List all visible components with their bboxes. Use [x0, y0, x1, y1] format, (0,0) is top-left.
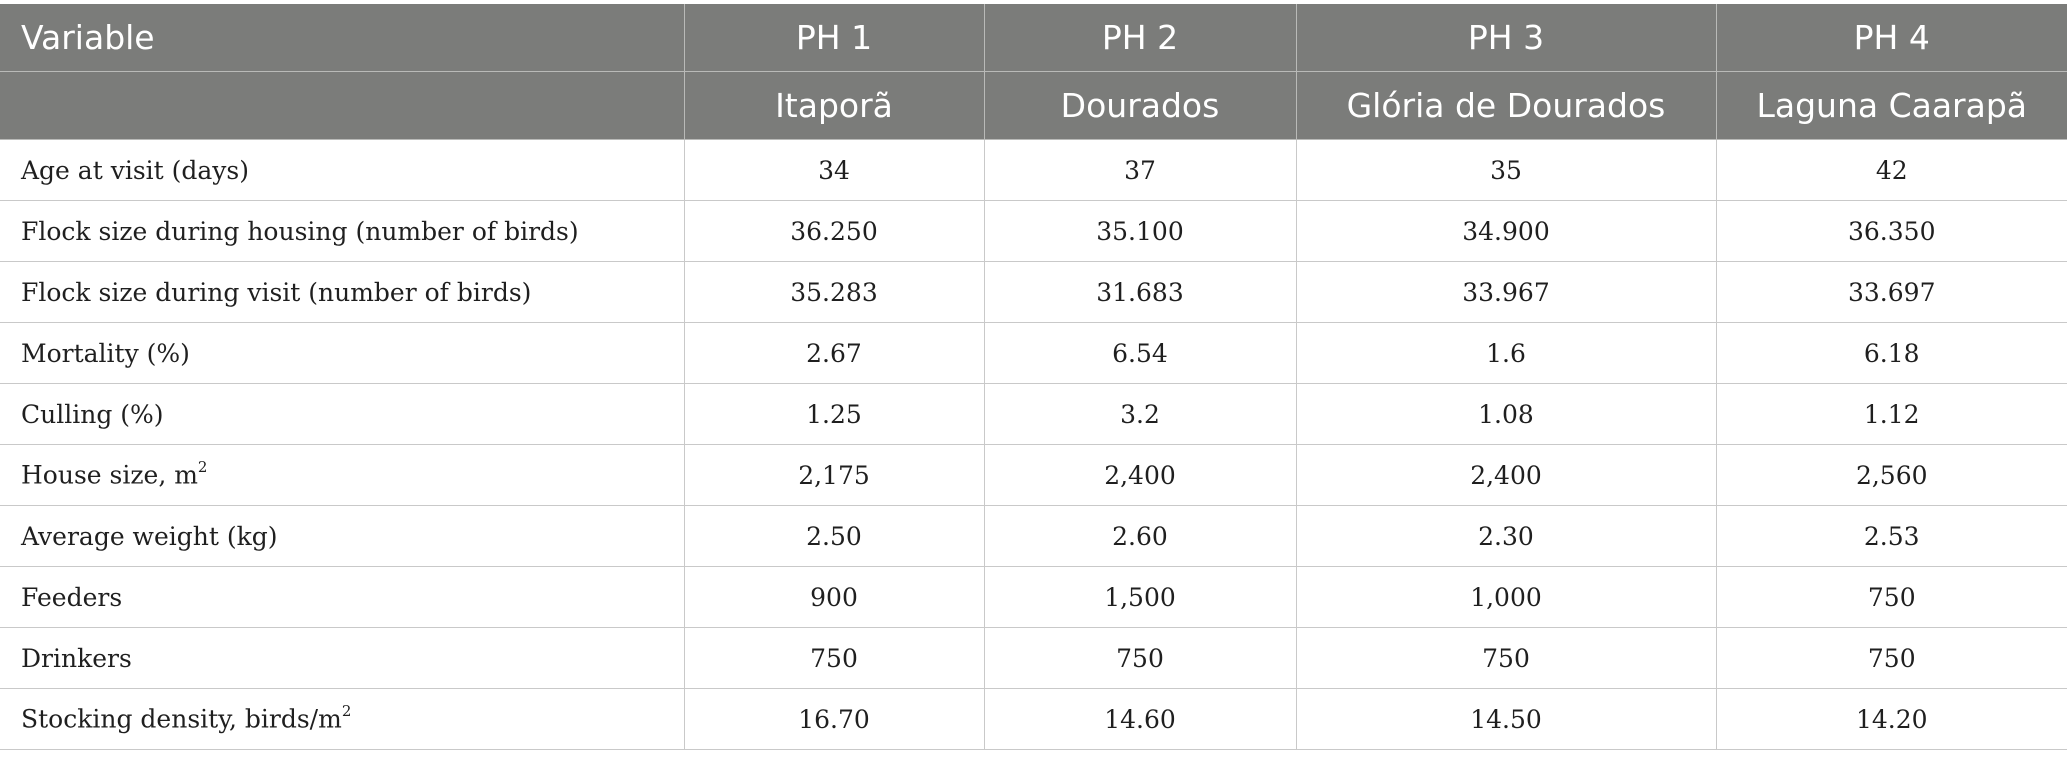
cell-ph4: 36.350: [1716, 201, 2067, 262]
cell-ph4: 750: [1716, 628, 2067, 689]
superscript: 2: [341, 702, 352, 721]
header-ph4: PH 4: [1716, 4, 2067, 72]
cell-ph1: 2,175: [684, 445, 984, 506]
table-row: [0, 201, 2067, 262]
row-label: Stocking density, birds/$m^2$: [0, 689, 684, 750]
header-ph1: PH 1: [684, 4, 984, 72]
cell-ph3: 1.08: [1296, 384, 1716, 445]
header-ph3: PH 3: [1296, 4, 1716, 72]
header-location-ph1: Itaporã: [684, 72, 984, 140]
cell-ph1: 35.283: [684, 262, 984, 323]
row-label: Flock size during housing (number of birds): [0, 201, 684, 262]
cell-ph2: 14.60: [984, 689, 1296, 750]
cell-ph4: 2.53: [1716, 506, 2067, 567]
header-blank: [0, 72, 684, 140]
row-label: Feeders: [0, 567, 684, 628]
row-label: Average weight (kg): [0, 506, 684, 567]
cell-ph1: 16.70: [684, 689, 984, 750]
cell-ph3: 2,400: [1296, 445, 1716, 506]
cell-ph1: 1.25: [684, 384, 984, 445]
table-container: [0, 4, 2067, 750]
table-row: [0, 323, 2067, 384]
table-row: [0, 567, 2067, 628]
cell-ph2: 37: [984, 140, 1296, 201]
row-label: Flock size during visit (number of birds): [0, 262, 684, 323]
cell-ph4: 14.20: [1716, 689, 2067, 750]
cell-ph4: 1.12: [1716, 384, 2067, 445]
table-row: [0, 628, 2067, 689]
cell-ph4: 6.18: [1716, 323, 2067, 384]
cell-ph3: 14.50: [1296, 689, 1716, 750]
cell-ph1: 2.50: [684, 506, 984, 567]
row-label: Culling (%): [0, 384, 684, 445]
cell-ph3: 1,000: [1296, 567, 1716, 628]
cell-ph3: 34.900: [1296, 201, 1716, 262]
cell-ph1: 750: [684, 628, 984, 689]
cell-ph4: 750: [1716, 567, 2067, 628]
superscript: 2: [197, 458, 208, 477]
cell-ph1: 34: [684, 140, 984, 201]
cell-ph2: 1,500: [984, 567, 1296, 628]
header-variable: Variable: [0, 4, 684, 72]
header-row-2: [0, 72, 2067, 140]
table-row: [0, 445, 2067, 506]
cell-ph3: 35: [1296, 140, 1716, 201]
cell-ph2: 2,400: [984, 445, 1296, 506]
cell-ph2: 2.60: [984, 506, 1296, 567]
row-label: House size, $m^2$: [0, 445, 684, 506]
header-ph2: PH 2: [984, 4, 1296, 72]
cell-ph4: 42: [1716, 140, 2067, 201]
row-label: Drinkers: [0, 628, 684, 689]
data-table: [0, 4, 2067, 750]
cell-ph3: 750: [1296, 628, 1716, 689]
header-row-1: [0, 4, 2067, 72]
cell-ph2: 3.2: [984, 384, 1296, 445]
table-row: [0, 506, 2067, 567]
cell-ph1: 900: [684, 567, 984, 628]
cell-ph2: 31.683: [984, 262, 1296, 323]
cell-ph2: 750: [984, 628, 1296, 689]
cell-ph2: 35.100: [984, 201, 1296, 262]
cell-ph4: 33.697: [1716, 262, 2067, 323]
header-location-ph4: Laguna Caarapã: [1716, 72, 2067, 140]
header-location-ph2: Dourados: [984, 72, 1296, 140]
table-row: [0, 689, 2067, 750]
cell-ph1: 36.250: [684, 201, 984, 262]
cell-ph2: 6.54: [984, 323, 1296, 384]
header-location-ph3: Glória de Dourados: [1296, 72, 1716, 140]
cell-ph3: 2.30: [1296, 506, 1716, 567]
table-row: [0, 384, 2067, 445]
table-row: [0, 262, 2067, 323]
cell-ph3: 33.967: [1296, 262, 1716, 323]
cell-ph3: 1.6: [1296, 323, 1716, 384]
cell-ph1: 2.67: [684, 323, 984, 384]
row-label: Mortality (%): [0, 323, 684, 384]
table-row: [0, 140, 2067, 201]
cell-ph4: 2,560: [1716, 445, 2067, 506]
row-label: Age at visit (days): [0, 140, 684, 201]
